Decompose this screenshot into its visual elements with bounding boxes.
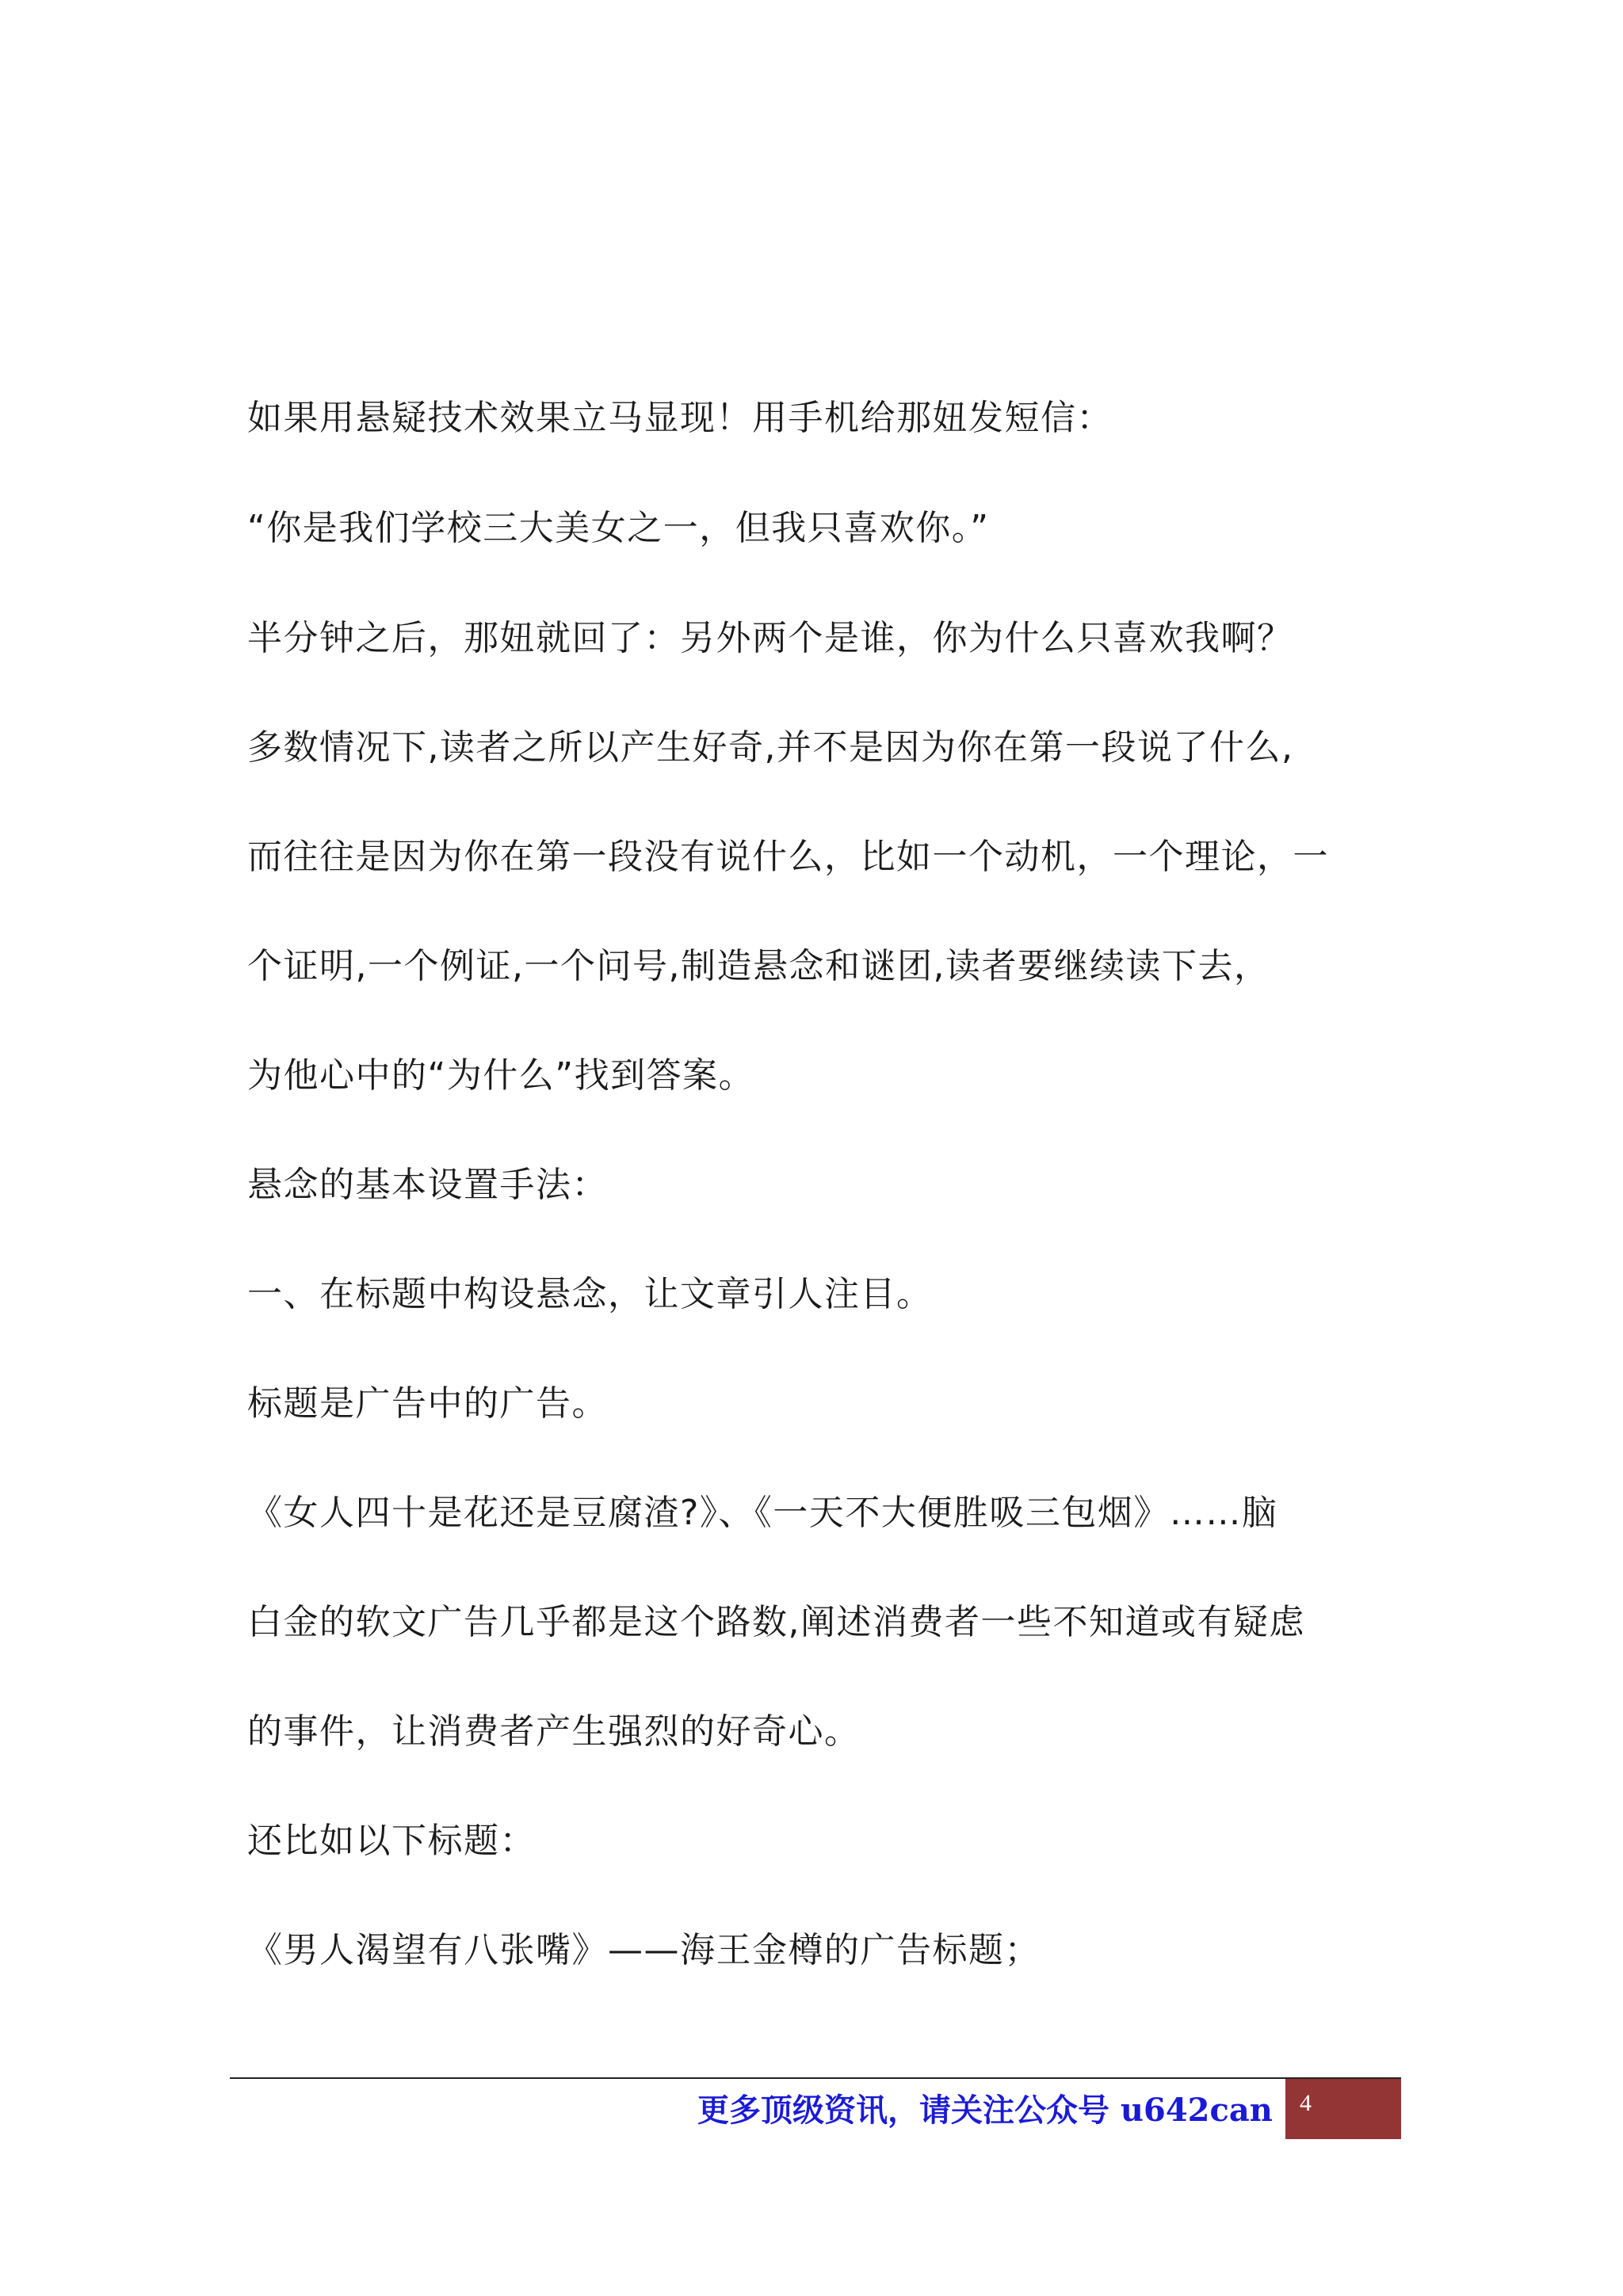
paragraph-2: “你是我们学校三大美女之一，但我只喜欢你。” [247,508,990,548]
paragraph-10: 标题是广告中的广告。 [247,1383,608,1424]
paragraph-3: 半分钟之后，那妞就回了：另外两个是谁，你为什么只喜欢我啊？ [247,618,1293,658]
page-number: 4 [1300,2090,1312,2116]
paragraph-9: 一、在标题中构设悬念，让文章引人注目。 [247,1274,933,1314]
paragraph-7: 为他心中的“为什么”找到答案。 [247,1055,755,1096]
paragraph-8: 悬念的基本设置手法： [247,1165,608,1205]
paragraph-11: 《女人四十是花还是豆腐渣?》、《一天不大便胜吸三包烟》……脑 [247,1493,1278,1533]
paragraph-4: 多数情况下,读者之所以产生好奇,并不是因为你在第一段说了什么, [247,727,1294,768]
paragraph-15: 《男人渴望有八张嘴》——海王金樽的广告标题； [247,1930,1041,1970]
paragraph-6: 个证明,一个例证,一个问号,制造悬念和谜团,读者要继续读下去， [247,946,1270,986]
footer-divider [230,2077,1401,2079]
page-number-badge [1285,2079,1401,2139]
paragraph-1: 如果用悬疑技术效果立马显现！用手机给那妞发短信： [247,398,1113,438]
paragraph-5: 而往往是因为你在第一段没有说什么，比如一个动机，一个理论，一 [247,837,1329,877]
paragraph-12: 白金的软文广告几乎都是这个路数,阐述消费者一些不知道或有疑虑 [247,1602,1305,1642]
paragraph-13: 的事件，让消费者产生强烈的好奇心。 [247,1711,861,1752]
footer-promo-text: 更多顶级资讯，请关注公众号 u642can [697,2092,1273,2129]
paragraph-14: 还比如以下标题： [247,1821,536,1861]
